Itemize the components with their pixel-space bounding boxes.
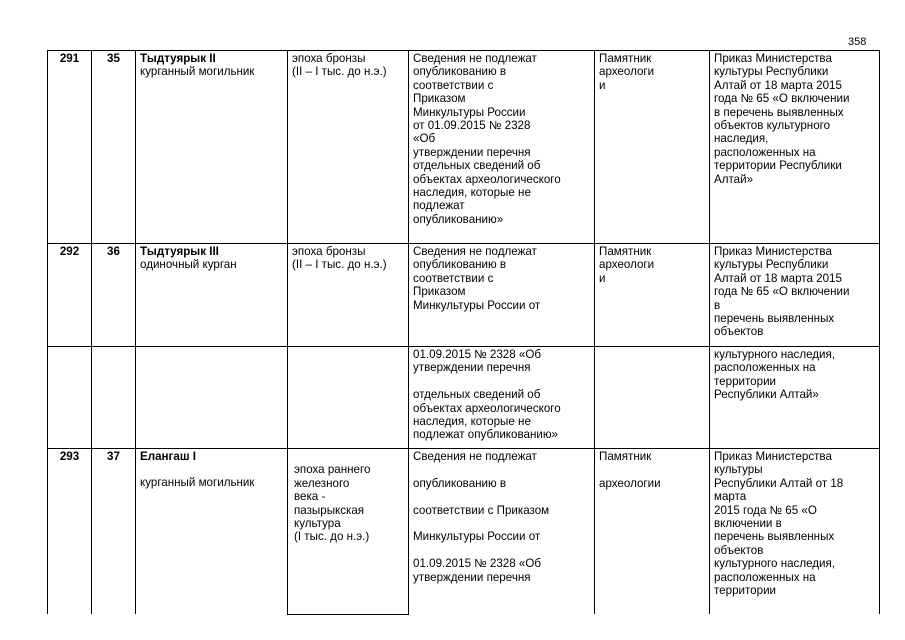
row-number: 292 <box>48 244 92 347</box>
object-info: Сведения не подлежат опубликованию в соответствии с Приказом Минкультуры России от 01.09.2015 № 2328 «Об утверждении перечня отдельных сведений об объектах археологического наследия, которые не подлежат опубликованию» <box>409 51 595 244</box>
object-name: Елангаш I <box>140 450 196 463</box>
object-info: 01.09.2015 № 2328 «Об утверждении перечня отдельных сведений об объектах археологического наследия, которые не подлежат опубликованию» <box>409 347 595 449</box>
empty-cell <box>92 347 136 449</box>
row-subnumber: 37 <box>92 449 136 615</box>
object-type: курганный могильник <box>140 65 255 79</box>
object-info: Сведения не подлежат опубликованию в соответствии с Приказом Минкультуры России от <box>409 244 595 347</box>
row-number: 293 <box>48 449 92 615</box>
row-number: 291 <box>48 51 92 244</box>
object-name: Тыдтуярык II <box>140 52 216 65</box>
heritage-registry-table <box>47 50 880 615</box>
object-document: Приказ Министерства культуры Республики Алтай от 18 марта 2015 года № 65 «О включении в перечень выявленных объектов <box>710 244 880 347</box>
object-name: Тыдтуярык III <box>140 245 219 258</box>
page-number: 358 <box>848 36 867 48</box>
empty-cell <box>48 347 92 449</box>
row-subnumber: 36 <box>92 244 136 347</box>
object-category: Памятник археологии <box>595 449 710 615</box>
empty-cell <box>595 347 710 449</box>
object-type: курганный могильник <box>140 476 255 490</box>
table-row <box>48 244 880 347</box>
object-category: Памятник археологи и <box>595 51 710 244</box>
object-period: эпоха бронзы (II – I тыс. до н.э.) <box>288 244 409 347</box>
object-document: культурного наследия, расположенных на территории Республики Алтай» <box>710 347 880 449</box>
object-type: одиночный курган <box>140 258 237 272</box>
object-period <box>288 449 409 615</box>
empty-cell <box>136 347 288 449</box>
object-name-cell <box>136 244 288 347</box>
table-row <box>48 347 880 449</box>
object-period-text: эпоха раннего железного века - пазырыкская культура (I тыс. до н.э.) <box>294 463 371 544</box>
object-info: Сведения не подлежат опубликованию в соответствии с Приказом Минкультуры России от 01.09.2015 № 2328 «Об утверждении перечня <box>409 449 595 615</box>
table-row <box>48 51 880 244</box>
object-name-cell <box>136 449 288 615</box>
table-row <box>48 449 880 615</box>
row-subnumber: 35 <box>92 51 136 244</box>
object-name-cell <box>136 51 288 244</box>
object-period: эпоха бронзы (II – I тыс. до н.э.) <box>288 51 409 244</box>
object-document: Приказ Министерства культуры Республики Алтай от 18 марта 2015 года № 65 «О включении в перечень выявленных объектов культурного наследия, расположенных на территории Республики Алтай» <box>710 51 880 244</box>
empty-cell <box>288 347 409 449</box>
object-category: Памятник археологи и <box>595 244 710 347</box>
object-document: Приказ Министерства культуры Республики Алтай от 18 марта 2015 года № 65 «О включении в перечень выявленных объектов культурного наследия, расположенных на территории <box>710 449 880 615</box>
